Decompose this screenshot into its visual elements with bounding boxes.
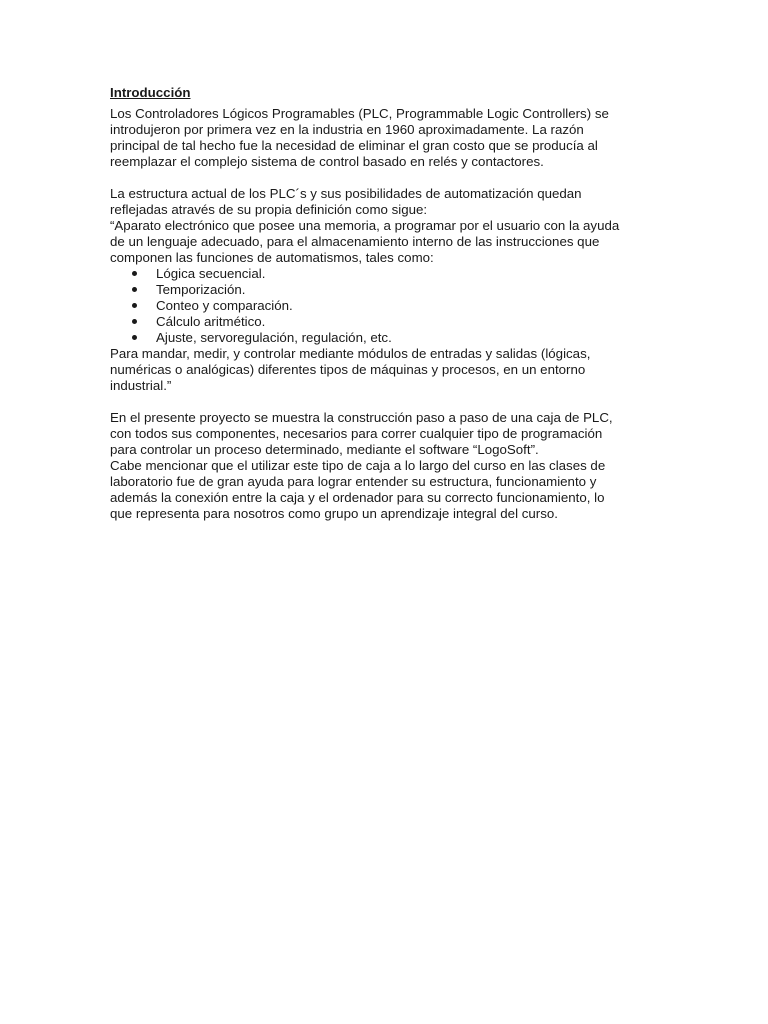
document-page [110,85,658,522]
bullet-icon [132,319,137,324]
list-item-text: Cálculo aritmético. [156,314,266,329]
list-item [110,282,658,298]
bullet-list [110,266,658,346]
paragraph-line: de un lenguaje adecuado, para el almacenamiento interno de las instrucciones que [110,234,600,249]
paragraph-line: Para mandar, medir, y controlar mediante módulos de entradas y salidas (lógicas, [110,346,591,361]
paragraph-definition [110,186,658,266]
paragraph-line: principal de tal hecho fue la necesidad de eliminar el gran costo que se producía al [110,138,598,153]
paragraph-line: En el presente proyecto se muestra la construcción paso a paso de una caja de PLC, [110,410,613,425]
list-item-text: Ajuste, servoregulación, regulación, etc. [156,330,392,345]
paragraph-line: Cabe mencionar que el utilizar este tipo de caja a lo largo del curso en las clases de [110,458,606,473]
paragraph-line: La estructura actual de los PLC´s y sus posibilidades de automatización quedan [110,186,582,201]
paragraph-line: laboratorio fue de gran ayuda para lograr entender su estructura, funcionamiento y [110,474,597,489]
list-item-text: Conteo y comparación. [156,298,293,313]
bullet-icon [132,287,137,292]
paragraph-line: reemplazar el complejo sistema de control basado en relés y contactores. [110,154,544,169]
paragraph-definition-end [110,346,658,394]
paragraph-line: “Aparato electrónico que posee una memoria, a programar por el usuario con la ayuda [110,218,620,233]
list-item [110,330,658,346]
paragraph-line: numéricas o analógicas) diferentes tipos de máquinas y procesos, en un entorno [110,362,586,377]
list-item-text: Lógica secuencial. [156,266,266,281]
list-item-text: Temporización. [156,282,246,297]
list-item [110,266,658,282]
paragraph-line: componen las funciones de automatismos, tales como: [110,250,434,265]
paragraph-line: además la conexión entre la caja y el ordenador para su correcto funcionamiento, lo [110,490,605,505]
paragraph-line: industrial.” [110,378,172,393]
paragraph-line: para controlar un proceso determinado, mediante el software “LogoSoft”. [110,442,539,457]
paragraph-line: que representa para nosotros como grupo un aprendizaje integral del curso. [110,506,558,521]
paragraph-line: introdujeron por primera vez en la industria en 1960 aproximadamente. La razón [110,122,584,137]
list-item [110,298,658,314]
paragraph-line: con todos sus componentes, necesarios para correr cualquier tipo de programación [110,426,603,441]
paragraph-spacer [110,170,658,186]
bullet-icon [132,271,137,276]
document-title: Introducción [110,85,191,100]
list-item [110,314,658,330]
paragraph-line: Los Controladores Lógicos Programables (PLC, Programmable Logic Controllers) se [110,106,609,121]
paragraph-intro [110,106,658,170]
bullet-icon [132,303,137,308]
paragraph-line: reflejadas através de su propia definición como sigue: [110,202,428,217]
bullet-icon [132,335,137,340]
paragraph-spacer [110,394,658,410]
paragraph-project [110,410,658,522]
